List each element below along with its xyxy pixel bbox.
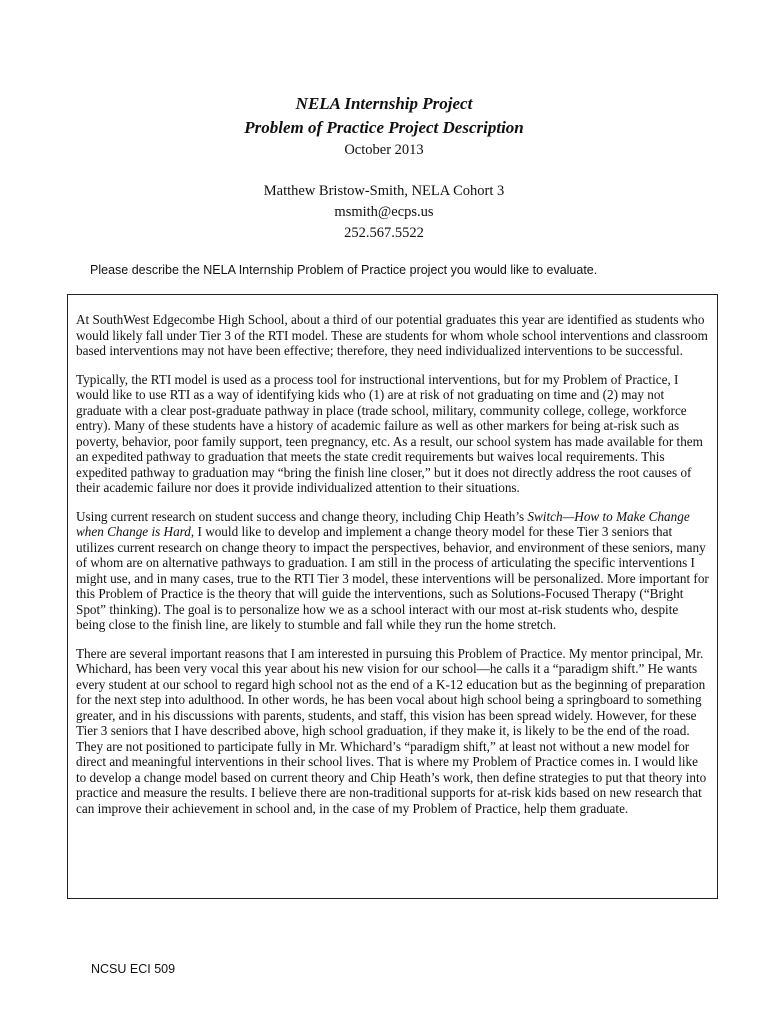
document-date: October 2013 — [344, 142, 424, 158]
paragraph-3-intro: Using current research on student success and change theory, including Chip Heath’s — [76, 508, 528, 524]
author-phone: 252.567.5522 — [344, 225, 424, 241]
paragraph-1: At SouthWest Edgecombe High School, about a third of our potential graduates this year are identified as students who would likely fall under Tier 3 of the RTI model. These are students for whom whole school interventions and classroom based interventions may not have been effective; therefore, they need individualized interventions to be successful. — [76, 312, 708, 358]
description-box — [67, 294, 718, 899]
paragraph-4: There are several important reasons that I am interested in pursuing this Problem of Practice. My mentor principal, Mr. Whichard, has been very vocal this year about his new vision for our school—he calls it a “paradigm shift.” He wants every student at our school to regard high school not as the end of a K-12 education but as the beginning of preparation for the next step into adulthood. In other words, he has been vocal about high school being a springboard to something greater, and in his discussions with parents, students, and staff, this vision has been spread widely. However, for these Tier 3 seniors that I have described above, high school graduation, if they make it, is likely to be the end of the road. They are not positioned to participate fully in Mr. Whichard’s “paradigm shift,” at least not without a new model for direct and meaningful interventions in their school lives. That is where my Problem of Practice comes in. I would like to develop a change model based on current theory and Chip Heath’s work, then define strategies to put that theory into practice and measure the results. I believe there are non-traditional supports for at-risk kids based on new research that can improve their achievement in school and, in the case of my Problem of Practice, help them graduate. — [76, 645, 707, 816]
paragraph-3 — [76, 509, 709, 633]
prompt-text: Please describe the NELA Internship Problem of Practice project you would like to evaluate. — [90, 263, 598, 277]
paragraph-3-body: , I would like to develop and implement a change theory model for these Tier 3 seniors that utilizes current research on change theory to impact the perspectives, behavior, and environment of these seniors, many of whom are on alternative pathways to graduation. I am still in the process of articulating the specific interventions I might use, and in many cases, true to the RTI Tier 3 model, these interventions will be personalized. More important for this Problem of Practice is the theory that will guide the interventions, such as Solutions-Focused Therapy (“Bright Spot” thinking). The goal is to personalize how we as a school interact with our most at-risk students who, despite being close to the finish line, are likely to stumble and fall while they run the home stretch. — [76, 524, 709, 632]
author-name: Matthew Bristow-Smith, NELA Cohort 3 — [263, 183, 505, 199]
page-footer: NCSU ECI 509 — [91, 962, 176, 976]
book-title: Switch—How to Make Change when Change is Hard — [76, 508, 690, 539]
paragraph-2: Typically, the RTI model is used as a process tool for instructional interventions, but for my Problem of Practice, I would like to use RTI as a way of identifying kids who (1) are at risk of not graduating on time and (2) may not graduate with a clear post-graduate pathway in place (trade school, military, community college, college, workforce entry). Many of these students have a history of academic failure as well as other markers for being at-risk such as poverty, behavior, poor family support, teen pregnancy, etc. As a result, our school system has made available for them an expedited pathway to graduation that meets the state credit requirements but waives local requirements. This expedited pathway to graduation may “bring the finish line closer,” but it does not directly address the root causes of their academic failure nor does it provide individualized attention to their situations. — [76, 371, 703, 495]
author-email: msmith@ecps.us — [334, 204, 434, 220]
document-subtitle: Problem of Practice Project Description — [244, 118, 524, 137]
document-title: NELA Internship Project — [295, 94, 473, 113]
